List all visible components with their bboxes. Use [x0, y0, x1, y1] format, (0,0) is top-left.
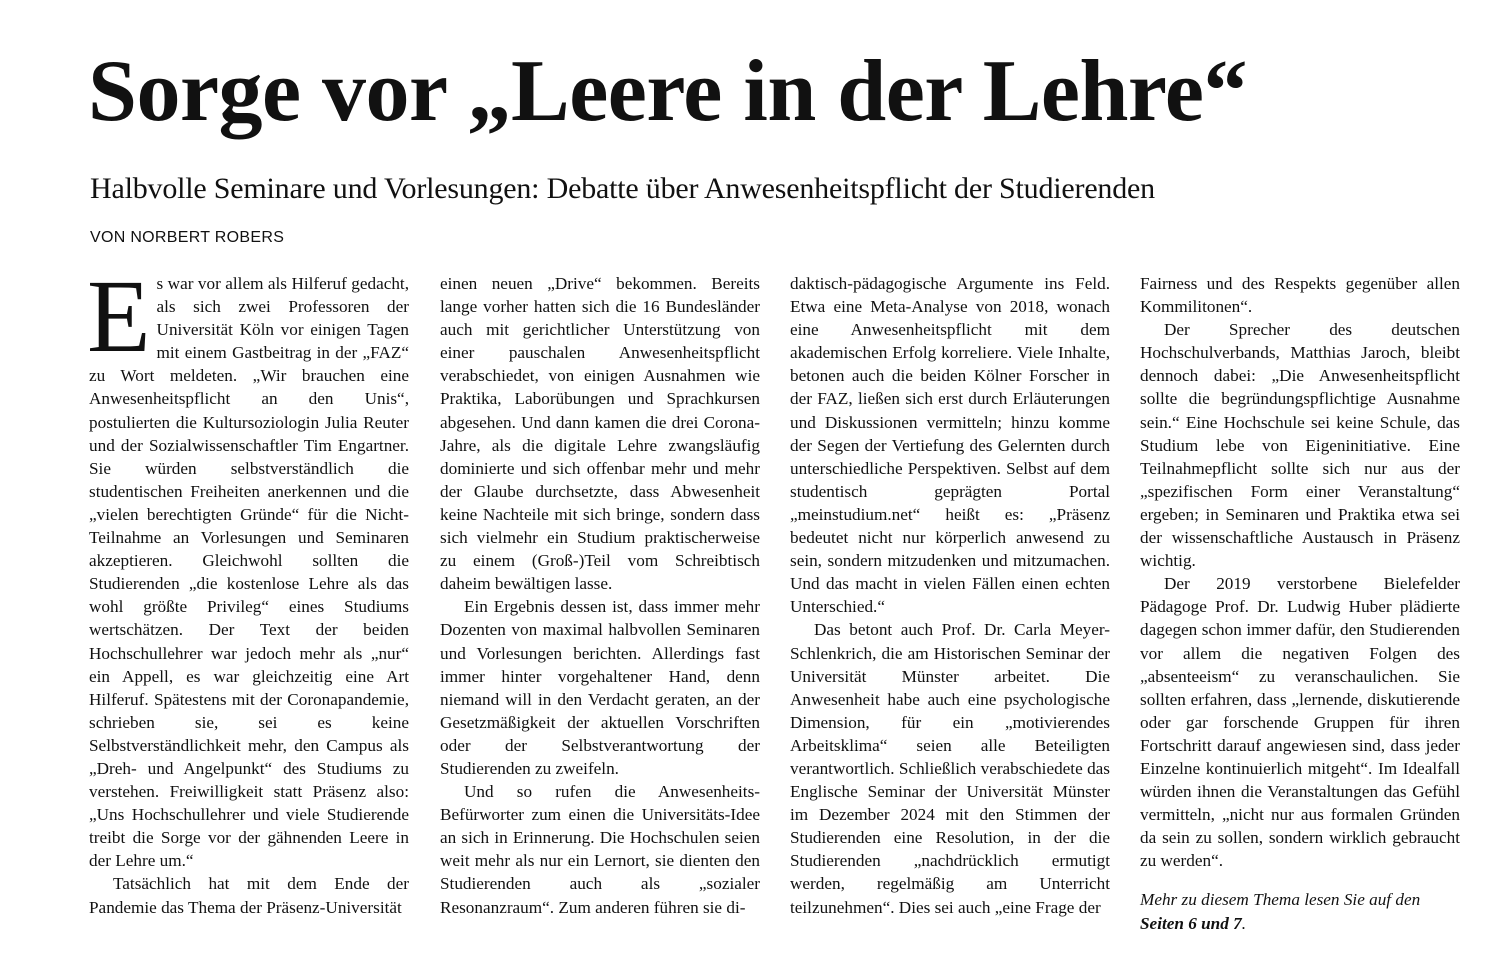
- article-column-1: [87, 259, 409, 919]
- paragraph-1: Es war vor allem als Hilferuf gedacht, als sich zwei Professoren der Universität Köln vor einigen Tagen mit einem Gastbeitrag in der „FAZ“ zu Wort meldeten. „Wir brauchen eine Anwesenheitspflicht an den Unis“, postulierten die Kultursoziologin Julia Reuter und der Sozialwissenschaftler Tim Engartner. Sie würden selbstverständlich die studentischen Freiheiten anerkennen und die „vielen berechtigten Gründe“ für die Nicht-Teilnahme an Vorlesungen und Seminaren akzeptieren. Gleichwohl sollten die Studierenden „die kostenlose Lehre als das wohl größte Privileg“ eines Studiums wertschätzen. Der Text der beiden Hochschullehrer war jedoch mehr als „nur“ ein Appell, es war gleichzeitig eine Art Hilferuf. Spätestens mit der Coronapandemie, schrieben sie, sei es keine Selbstverständlichkeit mehr, den Campus als „Dreh- und Angelpunkt“ des Studiums zu verstehen. Freiwilligkeit statt Präsenz also: „Uns Hochschullehrer und viele Studierende treibt die Sorge vor der gähnenden Leere in der Lehre um.“: [87, 259, 409, 871]
- byline: VON NORBERT ROBERS: [90, 229, 285, 246]
- paragraph-2: Tatsächlich hat mit dem Ende der Pandemie das Thema der Präsenz-Universität: [89, 874, 409, 917]
- paragraph-2-continued: einen neuen „Drive“ bekommen. Bereits lange vorher hatten sich die 16 Bundesländer auch mit gerichtlicher Unterstützung von einer pauschalen Anwesenheitspflicht verabschiedet, von einigen Ausnahmen wie Praktika, Laborübungen und Sprachkursen abgesehen. Und dann kamen die drei Corona-Jahre, als die digitale Lehre zwangsläufig dominierte und sich offenbar mehr und mehr der Glaube durchsetzte, dass Abwesenheit keine Nachteile mit sich bringe, sondern dass sich vielmehr ein Studium praktischerweise zu einem (Groß-)Teil vom Schreibtisch daheim bewältigen lasse.: [440, 274, 760, 594]
- paragraph-4-continued: daktisch-pädagogische Argumente ins Feld. Etwa eine Meta-Analyse von 2018, wonach eine Anwesenheitspflicht mit dem akademischen Erfolg korreliere. Viele Inhalte, betonen auch die beiden Kölner Forscher in der FAZ, ließen sich erst durch Erläuterungen und Diskussionen vermitteln; hinzu komme der Segen der Vertiefung des Gelernten durch unterschiedliche Perspektiven. Selbst auf dem studentisch geprägten Portal „meinstudium.net“ heißt es: „Präsenz bedeutet nicht nur körperlich anwesend zu sein, sondern mitzudenken und mitzumachen. Und das macht in vielen Fällen einen echten Unterschied.“: [790, 274, 1110, 617]
- paragraph-4: Und so rufen die Anwesenheits-Befürworter zum einen die Universitäts-Idee an sich in Erinnerung. Die Hochschulen seien weit mehr als nur ein Lernort, sie dienten den Studierenden auch als „sozialer Resonanzraum“. Zum anderen führen sie di-: [440, 782, 760, 917]
- subheadline: Halbvolle Seminare und Vorlesungen: Debatte über Anwesenheitspflicht der Studierenden: [90, 172, 1155, 205]
- paragraph-5: Das betont auch Prof. Dr. Carla Meyer-Schlenkrich, die am Historischen Seminar der Universität Münster arbeitet. Die Anwesenheit habe auch eine psychologische Dimension, für ein „motivierendes Arbeitsklima“ seien alle Beteiligten verantwortlich. Schließlich verabschiedete das Englische Seminar der Universität Münster im Dezember 2024 mit den Stimmen der Studierenden eine Resolution, in der die Studierenden „nachdrücklich ermutigt werden, regelmäßig am Unterricht teilzunehmen“. Dies sei auch „eine Frage der: [790, 620, 1110, 917]
- paragraph-3: Ein Ergebnis dessen ist, dass immer mehr Dozenten von maximal halbvollen Seminaren und Vorlesungen berichten. Allerdings fast immer hinter vorgehaltener Hand, denn niemand will in den Verdacht geraten, an der Gesetzmäßigkeit der aktuellen Vorschriften oder der Selbstverantwortung der Studierenden zu zweifeln.: [440, 597, 760, 778]
- article-column-4: [1140, 272, 1460, 935]
- cross-reference-note: Mehr zu diesem Thema lesen Sie auf den Seiten 6 und 7.: [1140, 890, 1421, 933]
- drop-cap: E: [87, 259, 151, 374]
- paragraph-5-continued: Fairness und des Respekts gegenüber allen Kommilitonen“.: [1140, 274, 1460, 317]
- page-reference: Seiten 6 und 7: [1140, 913, 1242, 933]
- paragraph-6: Der Sprecher des deutschen Hochschulverbands, Matthias Jaroch, bleibt dennoch dabei: „Die Anwesenheitspflicht sollte die begründungspflichtige Ausnahme sein.“ Eine Hochschule sei keine Schule, das Studium lebe von Eigeninitiative. Eine Teilnahmepflicht sollte sich nur aus der „spezifischen Form einer Veranstaltung“ ergeben; in Seminaren und Praktika etwa sei der wissenschaftliche Austausch in Präsenz wichtig.: [1140, 320, 1460, 571]
- headline: Sorge vor „Leere in der Lehre“: [88, 43, 1247, 140]
- article-column-3: [790, 272, 1110, 919]
- article-column-2: [440, 272, 760, 919]
- paragraph-7: Der 2019 verstorbene Bielefelder Pädagoge Prof. Dr. Ludwig Huber plädierte dagegen schon immer dafür, den Studierenden vor allem die negativen Folgen des „absenteeism“ zu veranschaulichen. Sie sollten erfahren, dass „lernende, diskutierende oder gar forschende Gruppen für ihren Fortschritt darauf angewiesen sind, dass jeder Einzelne kontinuierlich mitgeht“. Im Idealfall würden ihnen die Veranstaltungen das Gefühl vermitteln, „nicht nur aus formalen Gründen da sein zu sollen, sondern wirklich gebraucht zu werden“.: [1140, 574, 1460, 871]
